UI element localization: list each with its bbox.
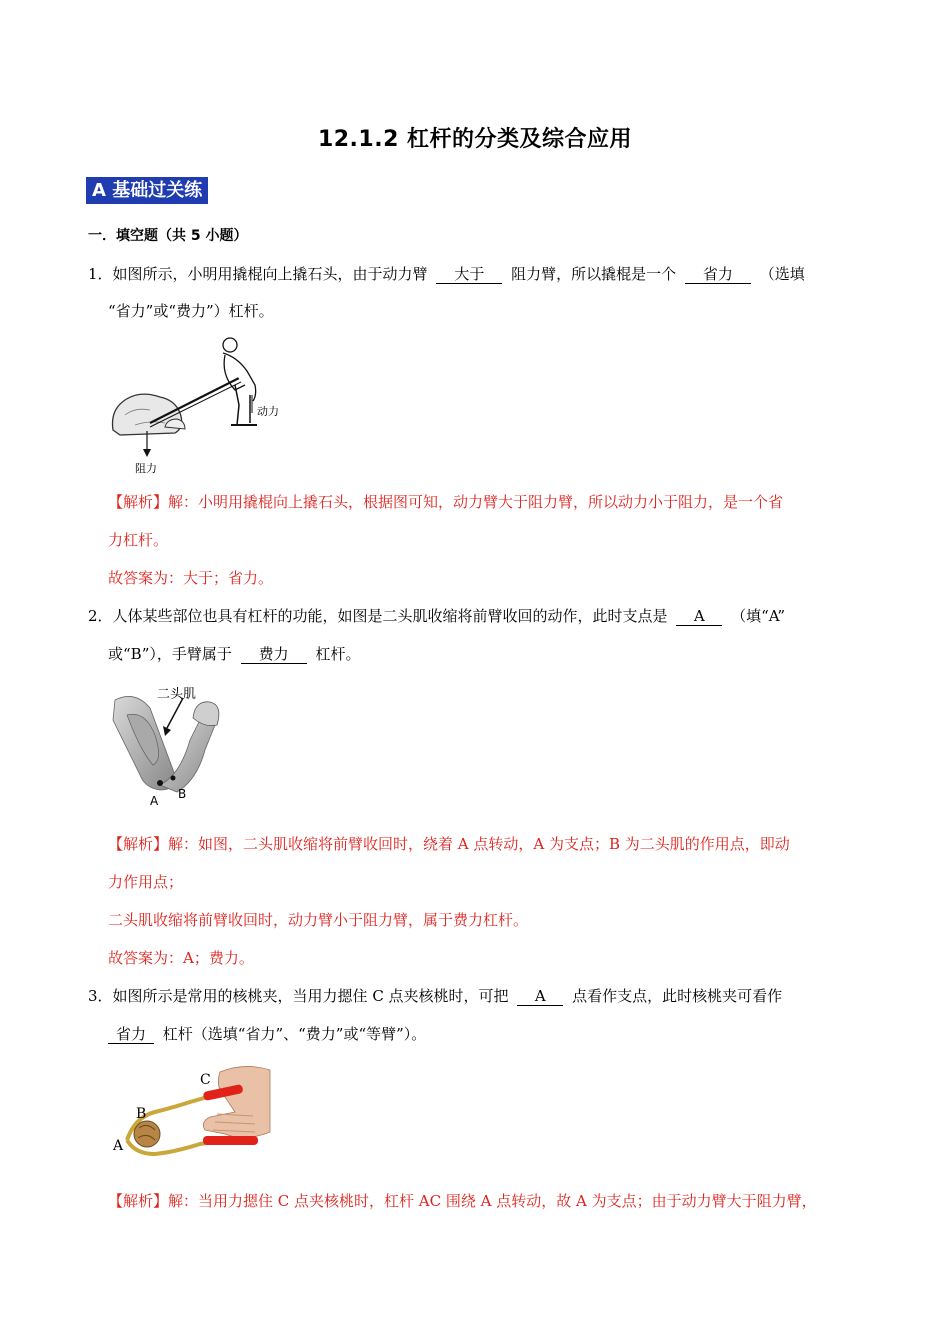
q3-analysis-line1	[108, 1190, 817, 1211]
q1-answer-blank-1: 大于	[436, 266, 502, 284]
q3-answer-blank-2: 省力	[108, 1026, 154, 1044]
q1-analysis-line2: 力杠杆。	[108, 531, 169, 549]
q2-analysis-line1	[108, 833, 790, 854]
fig-label-point-a: A	[150, 794, 159, 808]
section-heading-basic: A 基础过关练	[86, 177, 208, 204]
q2-arm-figure	[105, 680, 235, 810]
q2-analysis-line3: 二头肌收缩将前臂收回时，动力臂小于阻力臂，属于费力杠杆。	[108, 911, 529, 929]
q1-analysis-tag: 【解析】	[108, 493, 169, 511]
page-title: 12.1.2 杠杆的分类及综合应用	[317, 127, 633, 152]
q2-answer-line: 故答案为：A；费力。	[108, 949, 254, 967]
q2-text-b: （填“A”	[731, 607, 786, 625]
fig-label-point-a: A	[113, 1138, 124, 1154]
q3-text-c: 杠杆（选填“省力”、“费力”或“等臂”）。	[162, 1025, 427, 1043]
q3-nutcracker-figure	[105, 1062, 275, 1167]
q3-answer-blank-1: A	[517, 988, 563, 1006]
q2-stem-line2	[108, 643, 360, 664]
q1-analysis-text-1: 解：小明用撬棍向上撬石头，根据图可知，动力臂大于阻力臂，所以动力小于阻力，是一个省	[168, 493, 784, 511]
q3-analysis-text-1: 解：当用力摁住 C 点夹核桃时，杠杆 AC 围绕 A 点转动，故 A 为支点；由于动力臂大于阻力臂，	[168, 1192, 817, 1210]
q2-analysis-tag: 【解析】	[108, 835, 169, 853]
q1-answer-line: 故答案为：大于；省力。	[108, 569, 274, 587]
q2-answer-blank-1: A	[676, 608, 722, 626]
fig-label-point-b: B	[136, 1106, 147, 1122]
fig-label-biceps: 二头肌	[157, 687, 197, 702]
q1-answer-blank-2: 省力	[685, 266, 751, 284]
q3-text-a: 3．如图所示是常用的核桃夹，当用力摁住 C 点夹核桃时，可把	[88, 987, 509, 1005]
q3-stem-line1	[88, 985, 782, 1006]
q2-text-d: 杠杆。	[315, 645, 361, 663]
q2-text-c: 或“B”），手臂属于	[108, 645, 232, 663]
q1-analysis-line1	[108, 491, 783, 512]
q2-text-a: 2．人体某些部位也具有杠杆的功能，如图是二头肌收缩将前臂收回的动作，此时支点是	[88, 607, 668, 625]
nutcracker-illustration	[105, 1062, 275, 1167]
q2-analysis-line2: 力作用点；	[108, 873, 184, 891]
fig-label-point-b: B	[178, 787, 187, 801]
question-type-heading: 一．填空题（共 5 小题）	[88, 228, 248, 244]
q1-crowbar-figure	[105, 335, 305, 480]
q1-text-c: （选填	[759, 265, 805, 283]
q3-stem-line2	[108, 1023, 426, 1044]
q3-analysis-tag: 【解析】	[108, 1192, 169, 1210]
q2-analysis-text-1: 解：如图，二头肌收缩将前臂收回时，绕着 A 点转动，A 为支点；B 为二头肌的作用点，即动	[168, 835, 790, 853]
fig-label-load: 阻力	[135, 462, 157, 475]
q1-stem-line2: “省力”或“费力”）杠杆。	[108, 302, 274, 320]
q1-stem-line1	[88, 263, 805, 284]
fig-label-point-c: C	[200, 1072, 211, 1088]
fig-label-effort: 动力	[257, 405, 279, 418]
q3-text-b: 点看作支点，此时核桃夹可看作	[572, 987, 783, 1005]
q1-text-a: 1．如图所示，小明用撬棍向上撬石头，由于动力臂	[88, 265, 428, 283]
q2-answer-blank-2: 费力	[241, 646, 307, 664]
q2-stem-line1	[88, 605, 785, 626]
q1-text-b: 阻力臂，所以撬棍是一个	[511, 265, 677, 283]
